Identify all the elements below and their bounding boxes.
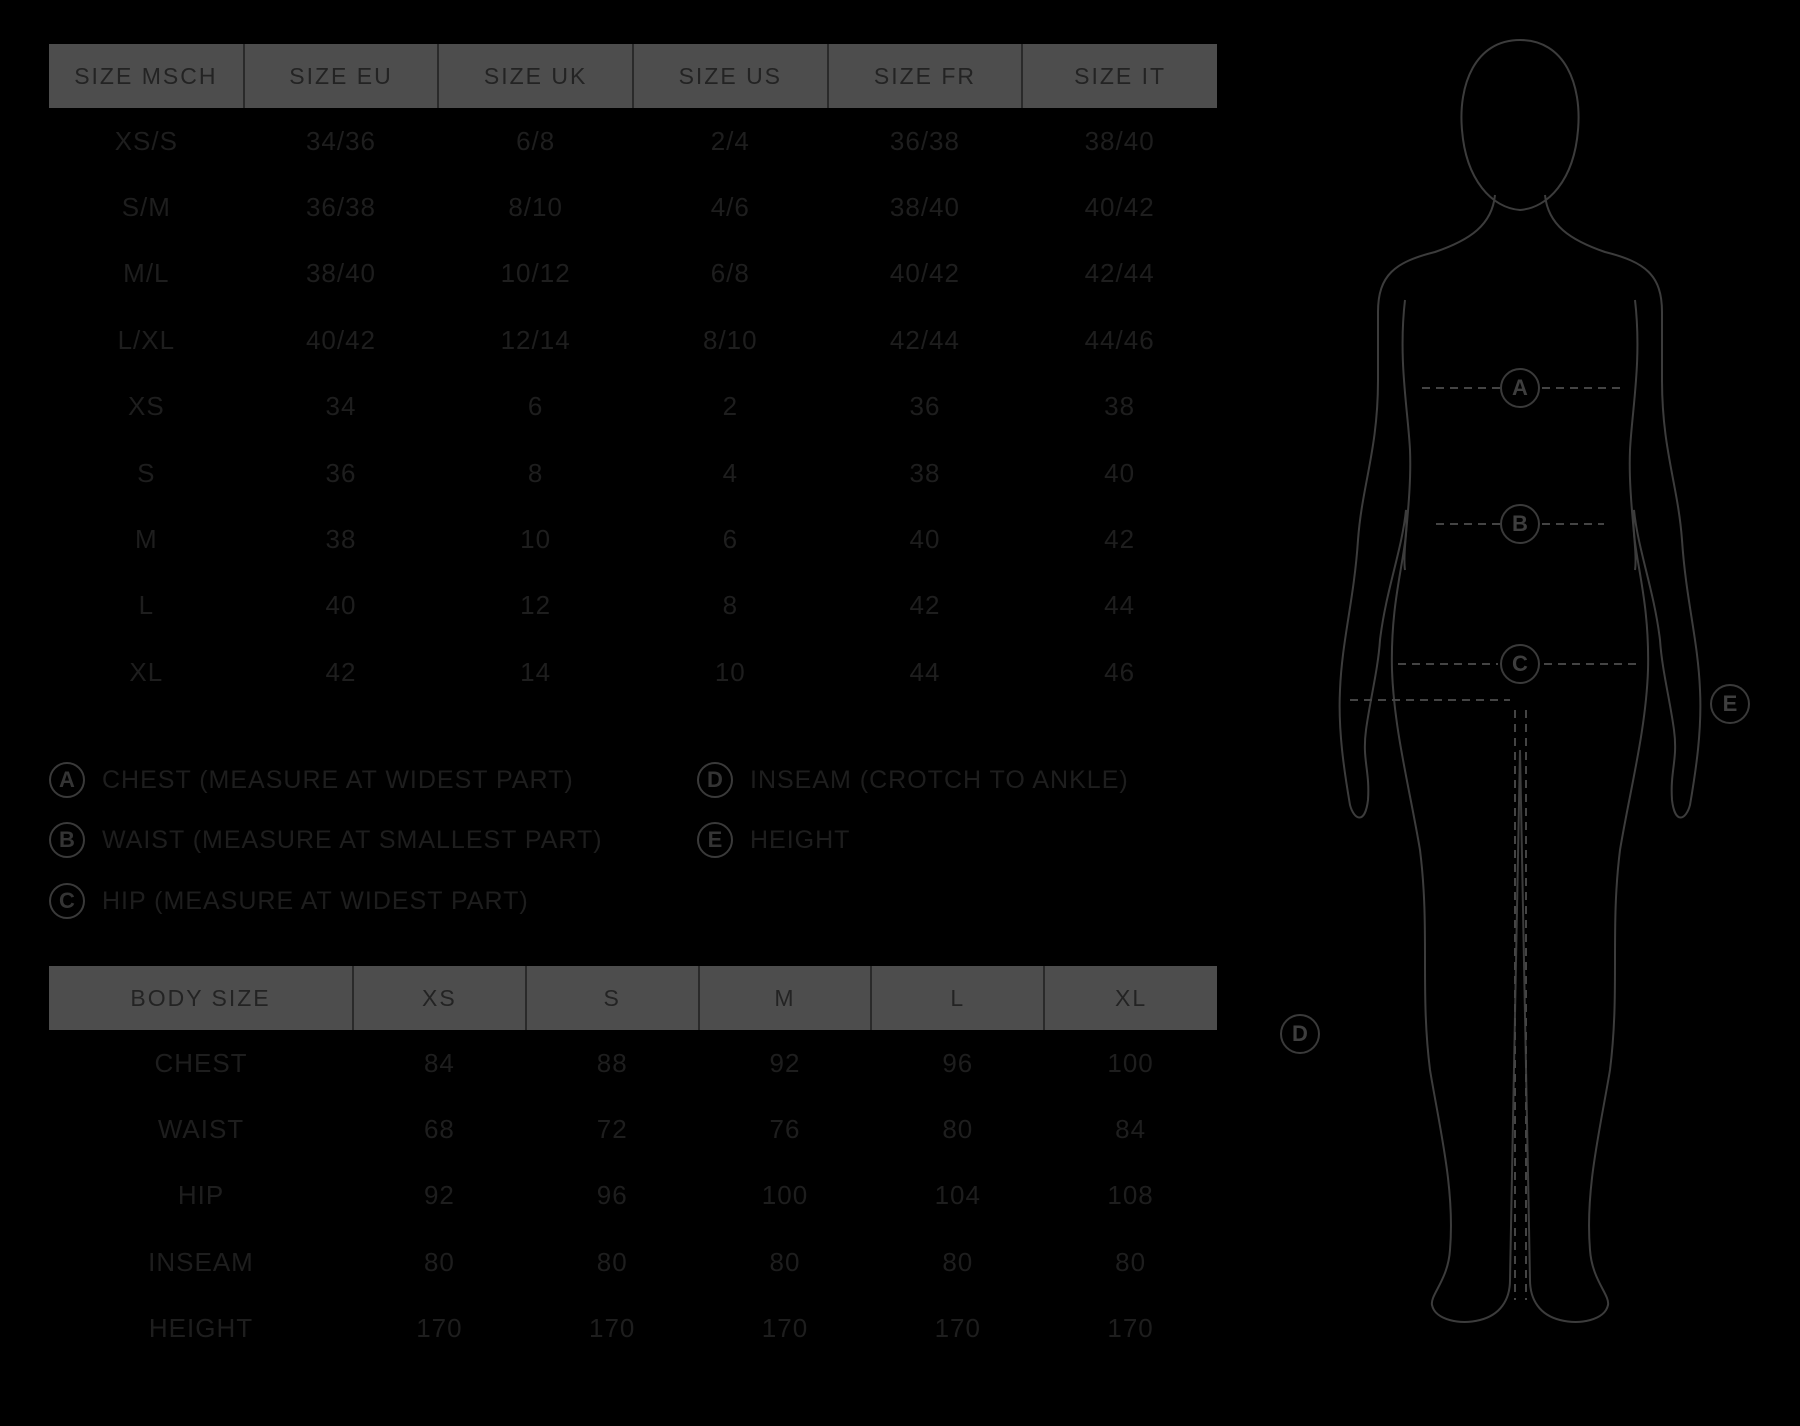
size-table-cell: 34 [325, 391, 357, 422]
size-table-cell: 8/10 [508, 192, 563, 223]
body-table-row [49, 1096, 1217, 1162]
body-table-cell: 80 [942, 1246, 974, 1277]
size-table-row [49, 108, 1217, 174]
size-header-it: SIZE IT [1022, 44, 1217, 108]
measurement-legend [49, 758, 1199, 948]
size-table-cell: 4 [722, 457, 739, 488]
body-header-xs: XS [353, 966, 526, 1030]
marker-b-badge: B [49, 822, 85, 858]
size-table-cell: 12/14 [500, 324, 571, 355]
size-table-cell: 42/44 [1084, 258, 1155, 289]
size-table-cell: 8/10 [702, 324, 758, 355]
body-table-header-row [49, 966, 1217, 1030]
size-table-cell: 44/46 [1084, 324, 1155, 355]
body-table-row [49, 1296, 1217, 1362]
size-table-cell: 36 [909, 391, 941, 422]
body-table-row [49, 1163, 1217, 1229]
body-table-cell: 80 [1115, 1246, 1147, 1277]
size-table-row [49, 174, 1217, 240]
size-table-cell: 6 [722, 524, 739, 555]
marker-d-badge: D [697, 762, 733, 798]
body-table-cell: 88 [596, 1047, 628, 1078]
size-table-cell: 12 [520, 590, 552, 621]
figure-marker-c: C [1500, 644, 1540, 684]
body-table-cell: 100 [761, 1180, 809, 1211]
figure-marker-a: A [1500, 368, 1540, 408]
size-table-cell: 10/12 [500, 258, 571, 289]
size-table-cell: 8 [722, 590, 739, 621]
body-outline-right [1520, 195, 1700, 1322]
body-table-cell: 170 [416, 1313, 463, 1344]
body-table-cell: 104 [934, 1180, 981, 1211]
size-table-cell: 6/8 [710, 258, 750, 289]
body-header-l: L [871, 966, 1044, 1030]
size-table-body [49, 108, 1217, 706]
body-table-cell: 96 [942, 1047, 974, 1078]
legend-item-height [697, 818, 850, 862]
legend-item-waist [49, 818, 603, 862]
size-table-cell: 40/42 [1084, 192, 1155, 223]
size-header-fr: SIZE FR [828, 44, 1023, 108]
size-header-us: SIZE US [633, 44, 828, 108]
size-table-cell: 44 [909, 656, 941, 687]
body-table-row [49, 1229, 1217, 1295]
size-table-cell: 38/40 [1084, 125, 1155, 156]
size-table-cell: 40/42 [889, 258, 960, 289]
size-table-row [49, 374, 1217, 440]
body-table-cell: CHEST [154, 1047, 248, 1078]
size-table-header-row [49, 44, 1217, 108]
size-table-cell: 10 [520, 524, 552, 555]
body-table-cell: 80 [942, 1114, 974, 1145]
size-table-cell: 10 [714, 656, 746, 687]
size-table-cell: L [138, 590, 155, 621]
legend-text-hip: HIP (MEASURE AT WIDEST PART) [102, 886, 529, 915]
size-table-cell: L/XL [117, 324, 176, 355]
size-table-cell: 2 [722, 391, 739, 422]
body-table-cell: 170 [589, 1313, 636, 1344]
size-table-cell: 4/6 [710, 192, 750, 223]
size-header-eu: SIZE EU [244, 44, 439, 108]
body-table-cell: WAIST [157, 1114, 245, 1145]
marker-e-badge: E [697, 822, 733, 858]
body-table-cell: 84 [423, 1047, 455, 1078]
body-table-cell: 80 [423, 1246, 455, 1277]
size-table-cell: 38 [909, 457, 941, 488]
size-table-cell: 8 [527, 457, 544, 488]
legend-item-inseam [697, 758, 1129, 802]
size-table-row [49, 573, 1217, 639]
body-table-cell: 170 [1107, 1313, 1154, 1344]
size-table-row [49, 506, 1217, 572]
body-header-s: S [526, 966, 699, 1030]
body-table-cell: HEIGHT [148, 1313, 254, 1344]
body-size-table [49, 966, 1217, 1362]
size-header-uk: SIZE UK [438, 44, 633, 108]
size-table-cell: XS/S [114, 125, 178, 156]
body-outline-left [1340, 195, 1520, 1322]
body-figure [1270, 30, 1790, 1390]
size-table-cell: 36/38 [305, 192, 377, 223]
size-table-row [49, 307, 1217, 373]
size-table-cell: 46 [1104, 656, 1136, 687]
size-table-cell: 42 [325, 656, 357, 687]
body-table-cell: 108 [1107, 1180, 1154, 1211]
legend-text-chest: CHEST (MEASURE AT WIDEST PART) [102, 765, 574, 794]
marker-c-badge: C [49, 883, 85, 919]
legend-item-chest [49, 758, 574, 802]
size-table-cell: 6/8 [516, 125, 556, 156]
legend-item-hip [49, 879, 529, 923]
size-conversion-table [49, 44, 1217, 706]
body-table-cell: 92 [769, 1047, 801, 1078]
figure-marker-d: D [1280, 1014, 1320, 1054]
size-table-cell: 14 [520, 656, 552, 687]
body-table-body [49, 1030, 1217, 1362]
size-table-cell: 2/4 [710, 125, 750, 156]
size-table-cell: 6 [527, 391, 544, 422]
size-table-cell: 42 [909, 590, 941, 621]
size-table-cell: 38 [1104, 391, 1136, 422]
body-table-cell: 100 [1107, 1047, 1154, 1078]
body-header-label: BODY SIZE [49, 966, 353, 1030]
legend-text-inseam: INSEAM (CROTCH TO ANKLE) [750, 765, 1129, 794]
size-table-cell: XL [129, 656, 164, 687]
body-table-cell: 72 [596, 1114, 628, 1145]
body-table-cell: 170 [934, 1313, 981, 1344]
size-table-cell: 36 [325, 457, 357, 488]
figure-marker-b: B [1500, 504, 1540, 544]
size-table-cell: S/M [121, 192, 171, 223]
size-table-cell: XS [127, 391, 165, 422]
size-table-row [49, 440, 1217, 506]
size-table-cell: 38 [325, 524, 357, 555]
body-header-m: M [699, 966, 872, 1030]
size-table-cell: S [137, 457, 156, 488]
size-table-cell: M [134, 524, 158, 555]
size-table-cell: 44 [1104, 590, 1136, 621]
size-table-cell: 40 [325, 590, 357, 621]
body-table-cell: 80 [769, 1246, 801, 1277]
size-table-cell: 34/36 [305, 125, 377, 156]
size-header-msch: SIZE MSCH [49, 44, 244, 108]
legend-text-height: HEIGHT [750, 825, 851, 854]
size-table-cell: 40 [909, 524, 941, 555]
body-table-cell: 80 [596, 1246, 628, 1277]
body-table-cell: 84 [1115, 1114, 1147, 1145]
size-table-cell: 42 [1104, 524, 1136, 555]
size-table-cell: 36/38 [889, 125, 960, 156]
body-table-cell: 92 [423, 1180, 455, 1211]
size-table-row [49, 639, 1217, 705]
body-table-cell: HIP [177, 1180, 225, 1211]
head-outline [1461, 40, 1578, 210]
figure-marker-e: E [1710, 684, 1750, 724]
body-table-row [49, 1030, 1217, 1096]
body-header-xl: XL [1044, 966, 1217, 1030]
size-table-cell: 38/40 [305, 258, 377, 289]
size-table-cell: 40 [1104, 457, 1136, 488]
size-table-cell: M/L [123, 258, 170, 289]
size-table-cell: 38/40 [889, 192, 960, 223]
size-table-row [49, 241, 1217, 307]
body-table-cell: 170 [761, 1313, 809, 1344]
body-table-cell: 96 [596, 1180, 628, 1211]
size-table-cell: 40/42 [305, 324, 377, 355]
body-table-cell: 76 [769, 1114, 801, 1145]
marker-a-badge: A [49, 762, 85, 798]
legend-text-waist: WAIST (MEASURE AT SMALLEST PART) [102, 825, 603, 854]
size-table-cell: 42/44 [889, 324, 960, 355]
body-table-cell: INSEAM [148, 1246, 254, 1277]
body-table-cell: 68 [423, 1114, 455, 1145]
